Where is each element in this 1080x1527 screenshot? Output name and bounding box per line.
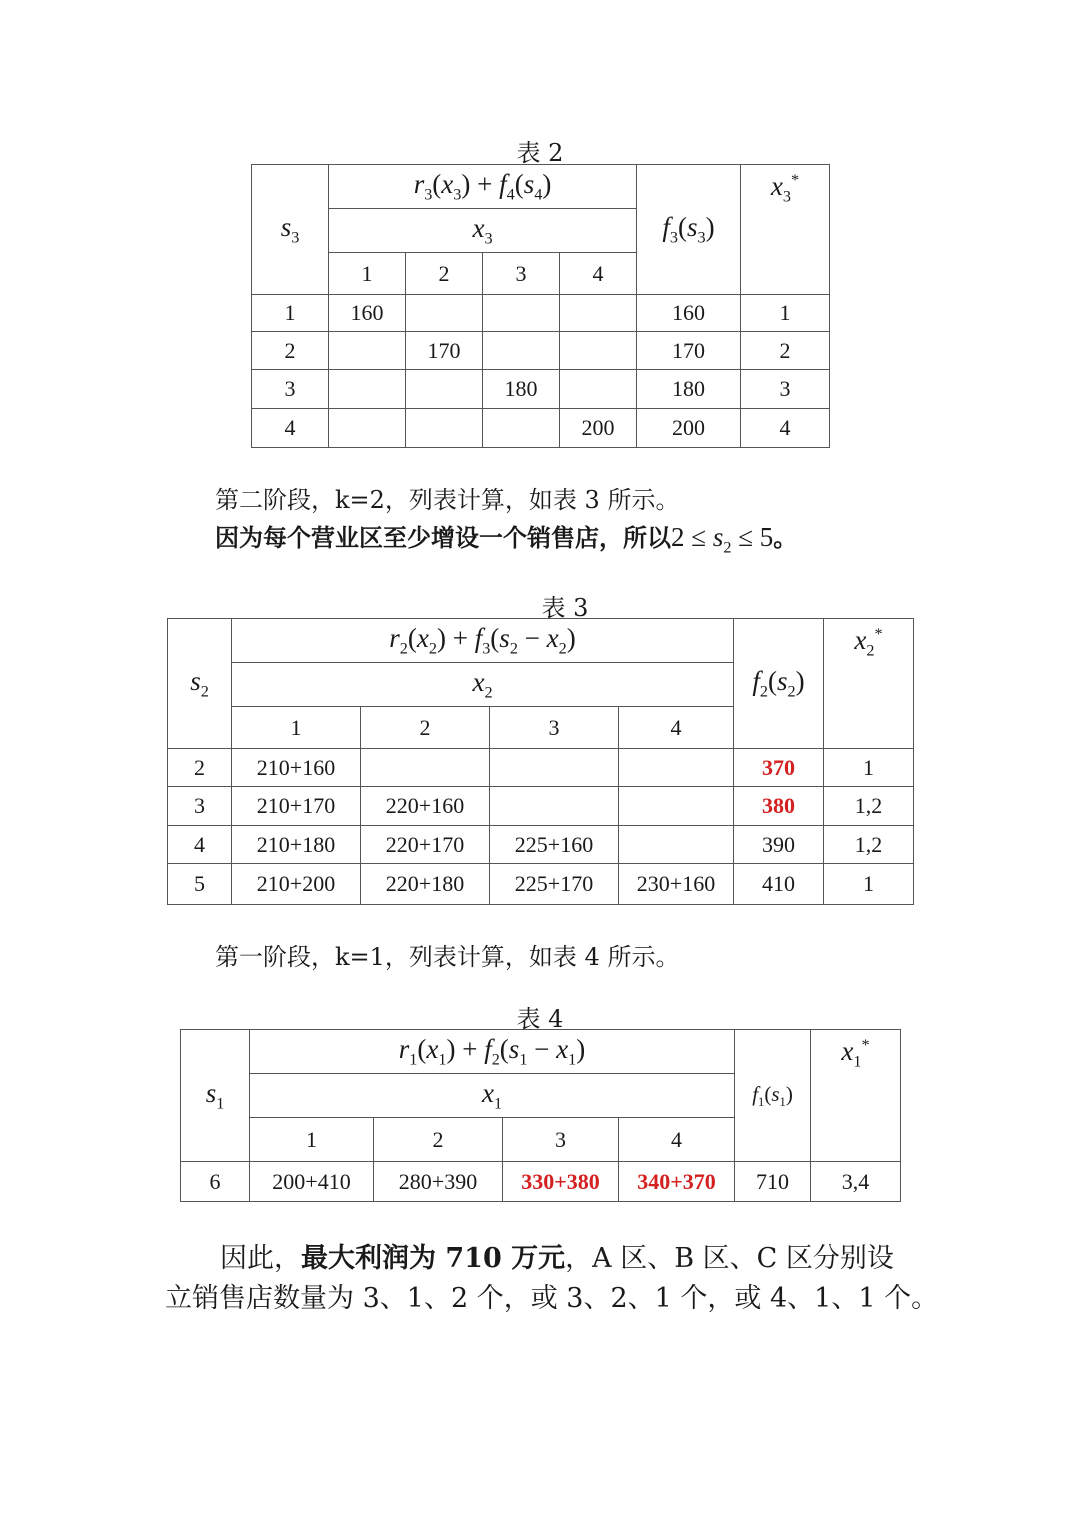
constraint-text: 因为每个营业区至少增设一个销售店，所以$2 \le s_2 \le 5$。 [215,522,798,557]
cell: 220+180 [361,864,490,905]
table2-opt-header: $x_3^*$ [741,165,830,295]
table3-row-header: $s_2$ [168,619,232,749]
table3 [167,618,914,905]
table3-caption: 表 3 [541,594,589,622]
table4-decision-var: $x_1$ [250,1074,735,1118]
cell: 180 [483,370,560,409]
constraint-end: 。 [773,523,798,552]
cell: 180 [637,370,741,409]
cell: 2 [741,332,830,370]
cell: 220+160 [361,787,490,826]
table4-col: 1 [250,1118,374,1162]
cell: 1 [824,864,914,905]
constraint-lead: 因为每个营业区至少增设一个销售店，所以 [215,523,671,552]
cell: 5 [168,864,232,905]
cell: 210+170 [232,787,361,826]
cell: 3 [741,370,830,409]
cell [490,787,619,826]
table2-col: 3 [483,253,560,295]
cell: 3 [252,370,329,409]
cell-highlight: 330+380 [503,1162,619,1202]
table2-expression: $r_3(x_3) + f_4(s_4)$ [329,165,637,209]
table3-col: 3 [490,707,619,749]
table2-row [252,409,830,448]
table3-row [168,864,914,905]
cell: 200+410 [250,1162,374,1202]
table4-opt-header: $x_1^*$ [811,1030,901,1162]
cell [329,332,406,370]
cell: 225+160 [490,826,619,864]
cell: 200 [560,409,637,448]
cell: 390 [734,826,824,864]
cell: 225+170 [490,864,619,905]
cell: 710 [735,1162,811,1202]
conclusion-max-profit: 最大利润为 710 万元 [301,1243,566,1274]
table4-expression: $r_1(x_1) + f_2(s_1 - x_1)$ [250,1030,735,1074]
cell [361,749,490,787]
cell: 200 [637,409,741,448]
cell [619,826,734,864]
cell: 1 [824,749,914,787]
cell: 160 [637,295,741,332]
cell [406,295,483,332]
cell-highlight: 380 [734,787,824,826]
cell: 170 [637,332,741,370]
table2-caption: 表 2 [516,139,564,167]
table3-row [168,826,914,864]
cell-highlight: 340+370 [619,1162,735,1202]
table2-decision-var: $x_3$ [329,209,637,253]
cell [329,409,406,448]
cell [483,409,560,448]
cell: 1,2 [824,787,914,826]
cell: 220+170 [361,826,490,864]
cell: 210+160 [232,749,361,787]
cell: 6 [181,1162,250,1202]
table3-row [168,749,914,787]
cell [483,295,560,332]
cell [406,370,483,409]
cell [329,370,406,409]
table3-expression: $r_2(x_2) + f_3(s_2 - x_2)$ [232,619,734,663]
cell: 2 [168,749,232,787]
table4-row [181,1162,901,1202]
table2-row [252,370,830,409]
table4-col: 2 [374,1118,503,1162]
table3-col: 1 [232,707,361,749]
table3-opt-header: $x_2^*$ [824,619,914,749]
conclusion-rest: ，A 区、B 区、C 区分别设 [565,1243,894,1274]
table3-col: 4 [619,707,734,749]
table3-result-header: $f_2(s_2)$ [734,619,824,749]
table4-caption: 表 4 [516,1005,564,1033]
cell: 1 [252,295,329,332]
table2-result-header: $f_3(s_3)$ [637,165,741,295]
cell [490,749,619,787]
conclusion-line2: 立销售店数量为 3、1、2 个，或 3、2、1 个，或 4、1、1 个。 [165,1283,939,1314]
table3-row [168,787,914,826]
conclusion-line1 [220,1236,894,1275]
stage2-text: 第二阶段，k=2，列表计算，如表 3 所示。 [215,486,680,514]
cell: 3,4 [811,1162,901,1202]
cell: 2 [252,332,329,370]
table2 [251,164,830,448]
cell: 4 [252,409,329,448]
cell [619,749,734,787]
cell [560,370,637,409]
table4 [180,1029,901,1202]
table2-col: 2 [406,253,483,295]
cell: 4 [168,826,232,864]
cell: 1 [741,295,830,332]
cell [619,787,734,826]
table4-col: 4 [619,1118,735,1162]
cell: 230+160 [619,864,734,905]
cell: 410 [734,864,824,905]
cell: 160 [329,295,406,332]
table2-row-header: $s_3$ [252,165,329,295]
cell [560,295,637,332]
cell: 210+180 [232,826,361,864]
conclusion-lead: 因此， [220,1243,301,1274]
cell: 280+390 [374,1162,503,1202]
table3-col: 2 [361,707,490,749]
table4-row-header: $s_1$ [181,1030,250,1162]
cell-highlight: 370 [734,749,824,787]
cell: 4 [741,409,830,448]
table4-col: 3 [503,1118,619,1162]
table2-row [252,295,830,332]
stage1-text: 第一阶段，k=1，列表计算，如表 4 所示。 [215,943,680,971]
table4-result-header: $f_1(s_1)$ [735,1030,811,1162]
cell: 170 [406,332,483,370]
cell [560,332,637,370]
table2-col: 4 [560,253,637,295]
cell: 210+200 [232,864,361,905]
cell [406,409,483,448]
table2-col: 1 [329,253,406,295]
cell [483,332,560,370]
cell: 1,2 [824,826,914,864]
cell: 3 [168,787,232,826]
table3-decision-var: $x_2$ [232,663,734,707]
table2-row [252,332,830,370]
